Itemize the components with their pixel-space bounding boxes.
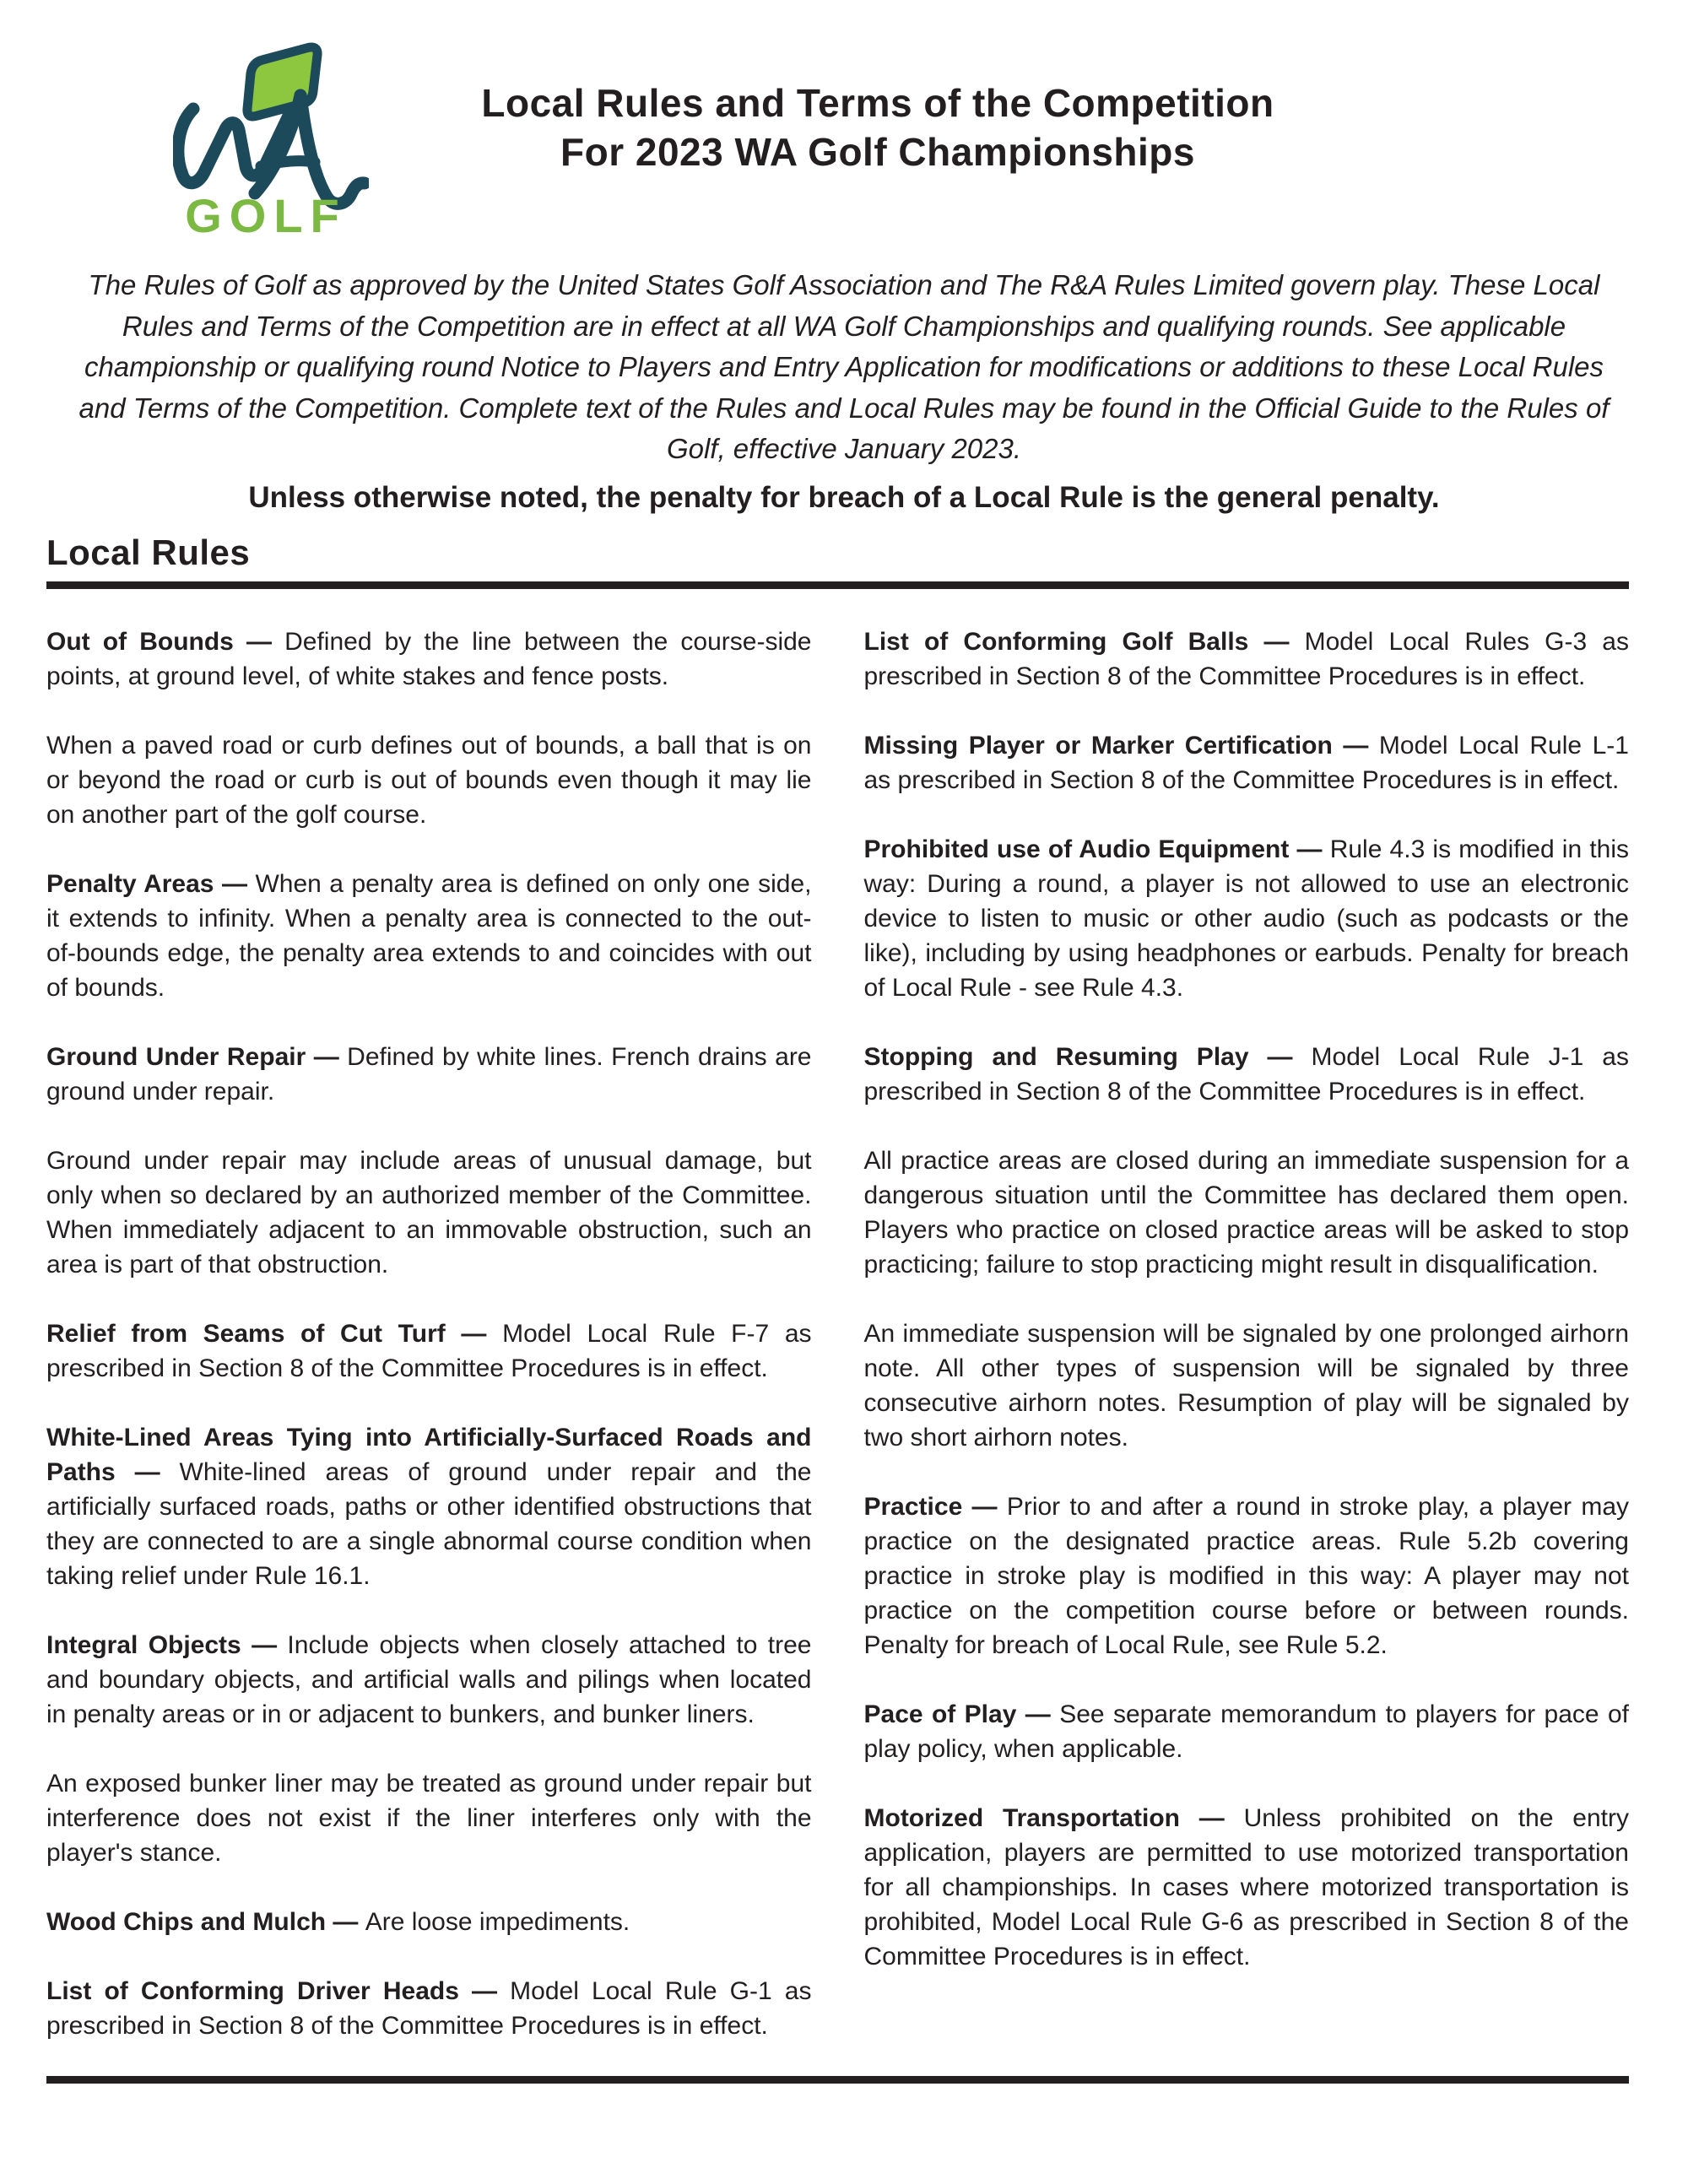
rule-paragraph: Penalty Areas — When a penalty area is defined on only one side, it extends to infinity. When a penalty area is connected to the out- of-bounds edge, the penalty area extends to and coincides with out of bounds. [46,869,812,1002]
rule-paragraph: List of Conforming Golf Balls — Model Local Rules G-3 as prescribed in Section 8 of the Committee Procedures is in effect. [863,627,1629,690]
rule-paragraph: Ground Under Repair — Defined by white lines. French drains are ground under repair. [46,1042,812,1106]
logo-golf-text: GOLF [185,189,347,240]
rule-title: Stopping and Resuming Play — [863,1042,1312,1071]
rule-paragraph: Wood Chips and Mulch — Are loose impediments. [46,1907,630,1936]
rule-title: List of Conforming Golf Balls — [863,627,1305,656]
rule-title: Wood Chips and Mulch — [46,1907,365,1936]
page-title [0,79,1688,177]
section-heading-local-rules: Local Rules [46,532,251,572]
rule-paragraph: Out of Bounds — Defined by the line between the course-side points, at ground level, of white stakes and fence posts. [46,627,812,690]
rule-title: Out of Bounds — [46,627,285,656]
top-divider-line [46,581,1629,589]
rule-title: Practice — [863,1492,1007,1521]
rule-title: Pace of Play — [863,1700,1060,1728]
page-title-line1: Local Rules and Terms of the Competition [481,81,1274,125]
rule-paragraph: Missing Player or Marker Certification — Model Local Rule L-1 as prescribed in Section 8 of the Committee Procedures is in effect. [863,731,1629,794]
document-header [0,0,1688,253]
rule-title: Relief from Seams of Cut Turf — [46,1319,503,1348]
rule-paragraph: Stopping and Resuming Play — Model Local Rule J-1 as prescribed in Section 8 of the Committee Procedures is in effect. [863,1042,1629,1106]
rule-paragraph: List of Conforming Driver Heads — Model Local Rule G-1 as prescribed in Section 8 of the Committee Procedures is in effect. [46,1976,812,2040]
rules-columns [46,624,1629,2078]
rule-paragraph: Prohibited use of Audio Equipment — Rule 4.3 is modified in this way: During a round, a player is not allowed to use an electronic device to listen to music or other audio (such as podcasts or the like), including by using headphones or earbuds. Penalty for breach of Local Rule - see Rule 4.3. [863,835,1629,1002]
rule-paragraph: Motorized Transportation — Unless prohibited on the entry application, players are permitted to use motorized transportation for all championships. In cases where motorized transportation is prohibited, Model Local Rule G-6 as prescribed in Section 8 of the Committee Procedures is in effect. [863,1803,1630,1970]
rule-title: List of Conforming Driver Heads — [46,1976,511,2005]
rule-paragraph: All practice areas are closed during an immediate suspension for a dangerous situation until the Committee has declared them open. Players who practice on closed practice areas will be asked to stop practicing; failure to stop practicing might result in disqualification. [863,1146,1629,1279]
rule-paragraph: Integral Objects — Include objects when closely attached to tree and boundary objects, and artificial walls and pilings when located in penalty areas or in or adjacent to bunkers, and bunker liners. [46,1630,812,1728]
rule-title: Integral Objects — [46,1630,288,1659]
rule-title: Motorized Transportation — [863,1803,1244,1832]
rule-title: White-Lined Areas Tying into Artificially-Surfaced Roads and Paths — [46,1423,812,1486]
rule-title: Ground Under Repair — [46,1042,348,1071]
rule-paragraph: Ground under repair may include areas of unusual damage, but only when so declared by an authorized member of the Committee. When immediately adjacent to an immovable obstruction, such an area is part of that obstruction. [46,1146,812,1279]
general-penalty-note: Unless otherwise noted, the penalty for breach of a Local Rule is the general penalty. [248,480,1440,514]
rule-paragraph: Practice — Prior to and after a round in stroke play, a player may practice on the designated practice areas. Rule 5.2b covering practice in stroke play is modified in this way: A player may not practice on the competition course before or between rounds. Penalty for breach of Local Rule, see Rule 5.2. [863,1492,1629,1659]
rule-title: Prohibited use of Audio Equipment — [863,835,1330,863]
bottom-divider-line [46,2076,1629,2084]
rule-paragraph: White-Lined Areas Tying into Artificially-Surfaced Roads and Paths — White-lined areas of ground under repair and the artificially surfaced roads, paths or other identified obstructions that they are connected to are a single abnormal course condition when taking relief under Rule 16.1. [46,1423,812,1590]
rule-paragraph: When a paved road or curb defines out of bounds, a ball that is on or beyond the road or curb is out of bounds even though it may lie on another part of the golf course. [46,731,812,829]
rules-column-left [46,624,812,2078]
rule-title: Missing Player or Marker Certification — [863,731,1379,760]
rule-paragraph: An exposed bunker liner may be treated as ground under repair but interference does not exist if the liner interferes only with the player's stance. [46,1769,812,1867]
rule-paragraph: Pace of Play — See separate memorandum to players for pace of play policy, when applicable. [863,1700,1630,1763]
rule-title: Penalty Areas — [46,869,256,898]
rule-paragraph: An immediate suspension will be signaled by one prolonged airhorn note. All other types of suspension will be signaled by three consecutive airhorn notes. Resumption of play will be signaled by two short airhorn notes. [863,1319,1629,1451]
rules-column-right [864,624,1630,2078]
intro-paragraph: The Rules of Golf as approved by the United States Golf Association and The R&A Rules Limited govern play. These Local Rules and Terms of the Competition are in effect at all WA Golf Championships and qualifying rounds. See applicable championship or qualifying round Notice to Players and Entry Application for modifications or additions to these Local Rules and Terms of the Competition. Complete text of the Rules and Local Rules may be found in the Official Guide to the Rules of Golf, effective January 2023. [78,269,1610,464]
rule-paragraph: Relief from Seams of Cut Turf — Model Local Rule F-7 as prescribed in Section 8 of the Committee Procedures is in effect. [46,1319,812,1382]
page-title-line2: For 2023 WA Golf Championships [560,129,1195,174]
